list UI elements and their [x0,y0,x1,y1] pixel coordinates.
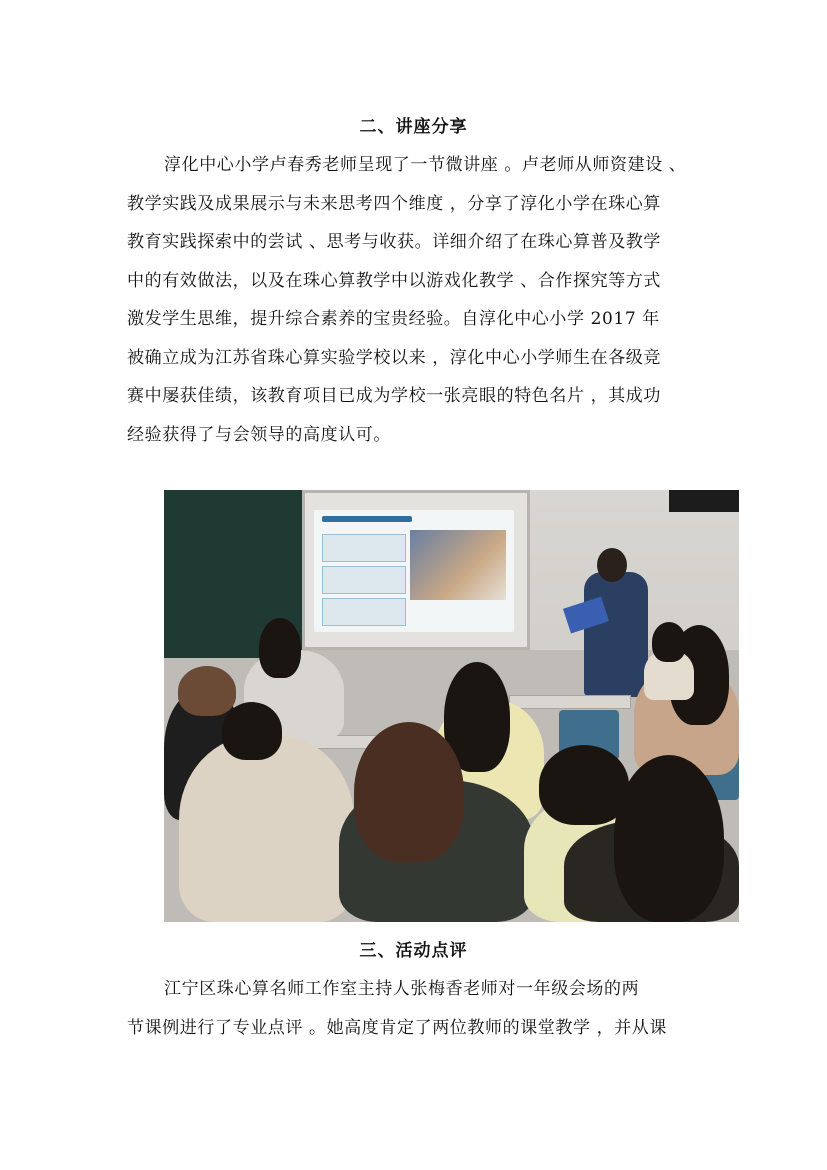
audience-member [179,735,354,922]
paragraph-line: 教学实践及成果展示与未来思考四个维度 ，分享了淳化小学在珠心算 [127,193,662,214]
audience-hair [178,666,236,716]
paragraph-line: 经验获得了与会领导的高度认可。 [127,424,391,445]
slide-photo [410,530,506,600]
paragraph-line: 节课例进行了专业点评 。她高度肯定了两位教师的课堂教学 ，并从课 [127,1017,668,1038]
paragraph-line: 赛中屡获佳绩，该教育项目已成为学校一张亮眼的特色名片 ，其成功 [127,386,662,406]
speaker-head [597,548,627,582]
audience-hair [652,622,686,662]
paragraph-line: 江宁区珠心算名师工作室主持人张梅香老师对一年级会场的两 [164,979,640,999]
lecture-photo [164,490,739,922]
paragraph-line: 中的有效做法，以及在珠心算教学中以游戏化教学 、合作探究等方式 [127,270,662,291]
projected-slide [314,510,514,632]
section-heading-review: 三、活动点评 [359,941,468,961]
review-paragraph [127,970,707,1047]
paragraph-line: 激发学生思维，提升综合素养的宝贵经验。自淳化中心小学 2017 年 [127,309,660,329]
lecture-paragraph [127,146,707,454]
slide-title-bar [322,516,412,522]
slide-text-box [322,598,406,626]
wall-tv [669,490,739,512]
slide-text-box [322,566,406,594]
audience-hair [354,722,464,862]
section-heading-lecture: 二、讲座分享 [359,117,468,137]
slide-text-box [322,534,406,562]
audience-hair [614,755,724,922]
paragraph-line: 教育实践探索中的尝试 、思考与收获。详细介绍了在珠心算普及教学 [127,232,662,252]
desk [509,695,631,709]
speaker [584,572,648,697]
paragraph-line: 被确立成为江苏省珠心算实验学校以来 ，淳化中心小学师生在各级竞 [127,347,662,368]
paragraph-line: 淳化中心小学卢春秀老师呈现了一节微讲座 。卢老师从师资建设 、 [164,155,687,175]
audience-hair [222,702,282,760]
audience-hair [259,618,301,678]
